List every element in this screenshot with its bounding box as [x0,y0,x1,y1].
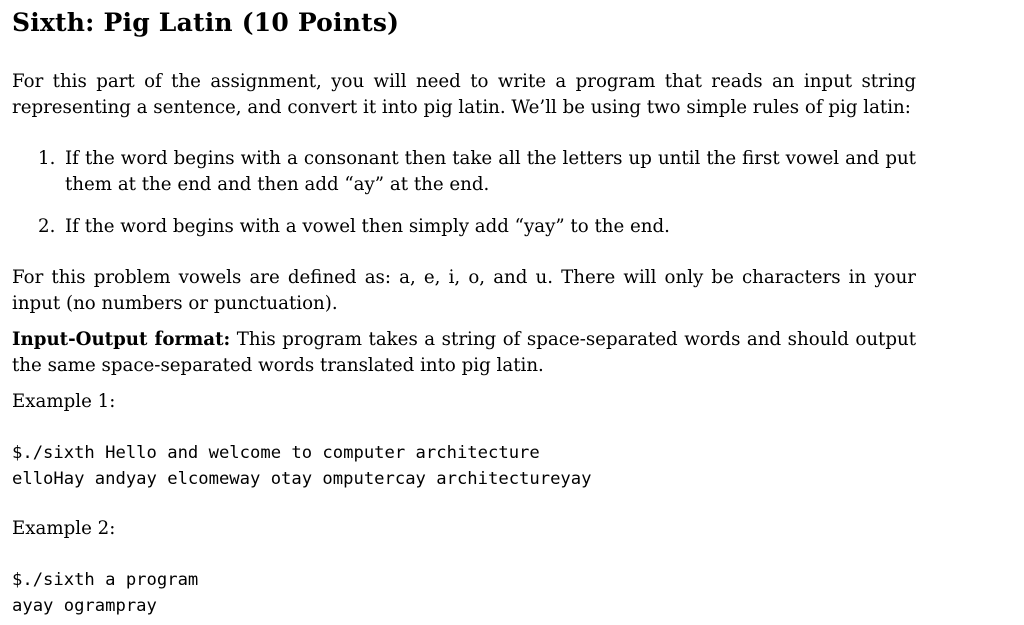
vowels-note: For this problem vowels are defined as: a, e, i, o, and u. There will only be characters in your input (no numbers or punctuation). [12,267,916,314]
example-2-output: ayay ogrampray [12,596,157,616]
intro-paragraph: For this part of the assignment, you will need to write a program that reads an input string representing a sentence, and convert it into pig latin. We’ll be using two simple rules of pig latin: [12,71,916,118]
section-heading: Sixth: Pig Latin (10 Points) [12,8,400,37]
example-2-label: Example 2: [12,518,116,539]
io-format-text: This program takes a string of space-separated words and should output the same space-separated words translated into pig latin. [12,329,916,376]
example-2-command: $./sixth a program [12,570,199,590]
rule-text: If the word begins with a vowel then simply add “yay” to the end. [65,216,670,237]
example-1-code [12,440,591,492]
example-1-command: $./sixth Hello and welcome to computer architecture [12,443,540,463]
example-2-code [12,567,198,619]
rule-text: If the word begins with a consonant then take all the letters up until the first vowel and put them at the end and then add “ay” at the end. [65,148,916,195]
io-format-label: Input-Output format: [12,329,231,350]
io-format-paragraph [12,327,916,379]
rule-number: 1. [38,148,56,169]
rule-number: 2. [38,216,56,237]
example-1-output: elloHay andyay elcomeway otay omputercay architectureyay [12,469,592,489]
example-1-label: Example 1: [12,391,116,412]
